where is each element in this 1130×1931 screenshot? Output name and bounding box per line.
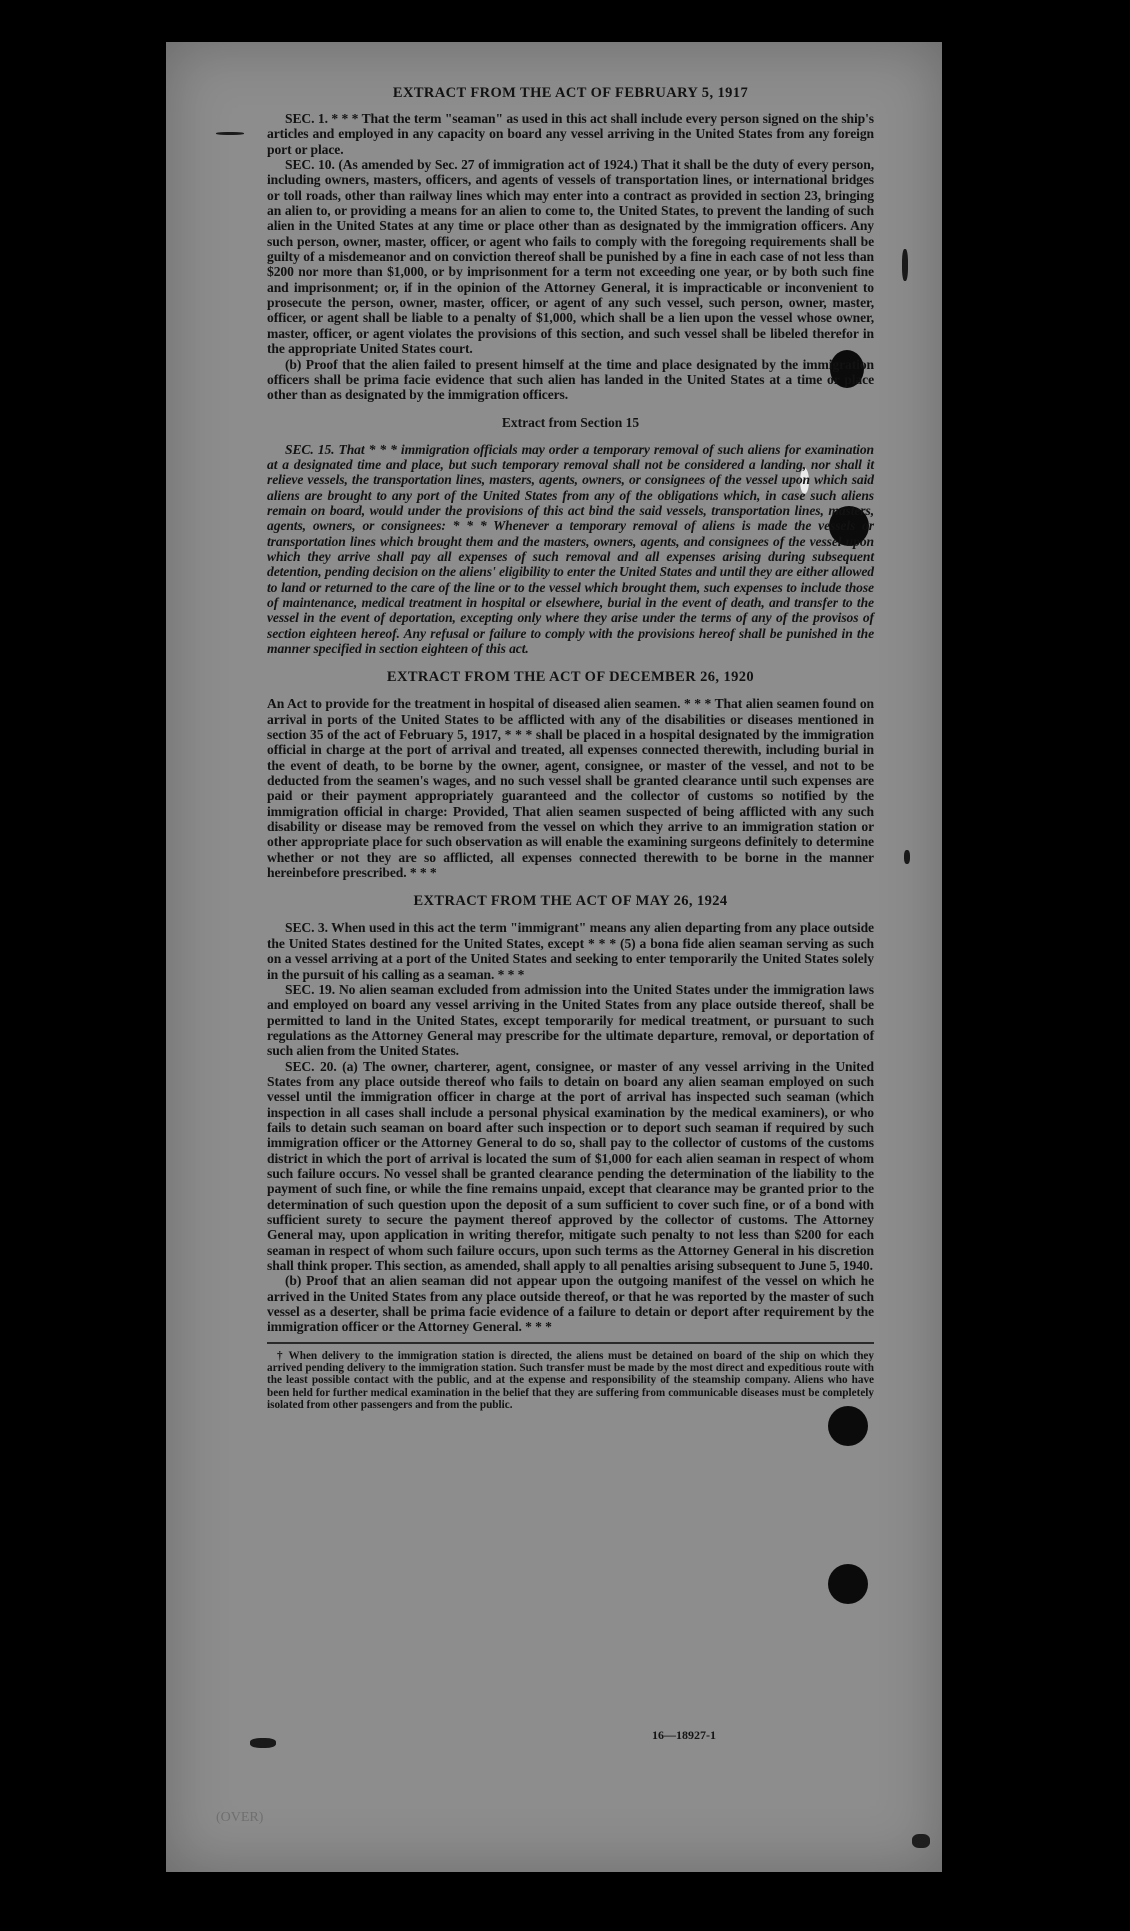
section-1-paragraph: SEC. 1. * * * That the term "seaman" as used in this act shall include every person signed on the ship's articles and employed in any capacity on board any vessel arriving in the United States from any foreign port or place. <box>267 111 874 157</box>
document-page <box>166 42 942 1872</box>
corner-fold-mark <box>912 1834 930 1848</box>
document-body <box>267 84 874 1411</box>
form-number: 16—18927-1 <box>652 1728 716 1742</box>
heading-act-1924: EXTRACT FROM THE ACT OF MAY 26, 1924 <box>413 893 728 910</box>
heading-act-1920: EXTRACT FROM THE ACT OF DECEMBER 26, 1920 <box>386 669 755 686</box>
bleed-through-text: (OVER) <box>216 1810 264 1825</box>
margin-mark-1 <box>902 249 908 281</box>
section-19-paragraph: SEC. 19. No alien seaman excluded from admission into the United States under the immigration laws and employed on board any vessel arriving in the United States from any place outside thereof, shall be permitted to land in the United States, except temporarily for medical treatment, or pursuant to such regulations as the Attorney General may prescribe for the ultimate departure, removal, or deportation of such alien from the United States. <box>267 981 874 1059</box>
margin-mark-2 <box>904 850 910 864</box>
section-20b-paragraph: (b) Proof that an alien seaman did not appear upon the outgoing manifest of the vessel on which he arrived in the United States from any place outside thereof, or that he was reported by the master of such vessel as a deserter, shall be prima facie evidence of a failure to detain or deport after requirement by the immigration officer or the Attorney General. * * * <box>267 1273 874 1335</box>
section-20-paragraph: SEC. 20. (a) The owner, charterer, agent, consignee, or master of any vessel arriving in the United States from any place outside thereof who fails to detain on board any alien seaman employed on such vessel until the immigration officer in charge at the port of arrival has inspected such seaman (which inspection in all cases shall include a personal physical examination by the medical examiners), or who fails to detain such seaman on board after such inspection or to deport such seaman if required by such immigration officer or the Attorney General to do so, shall pay to the collector of customs of the customs district in which the port of arrival is located the sum of $1,000 for each alien seaman in respect of whom such failure occurs. No vessel shall be granted clearance pending the determination of the liability to the payment of such fine, or while the fine remains unpaid, except that clearance may be granted prior to the determination of such question upon the deposit of a sum sufficient to cover such fine, or of a bond with sufficient surety to secure the payment thereof approved by the collector of customs. The Attorney General may, upon application in writing therefor, mitigate such penalty to not less than $200 for each seaman in respect of whom such failure occurs, upon such terms as the Attorney General in his discretion shall think proper. This section, as amended, shall apply to all penalties arising subsequent to June 5, 1940. <box>267 1058 874 1274</box>
footnote-paragraph: † When delivery to the immigration station is directed, the aliens must be detained on board of the ship on which they arrived pending delivery to the immigration station. Such transfer must be made by the most direct and expeditious route with the least possible contact with the public, and at the expense and responsibility of the steamship company. Aliens who have been held for further medical examination in the belief that they are suffering from communicable diseases must be completely isolated from other passengers and from the public. <box>267 1349 874 1411</box>
section-15-paragraph: SEC. 15. That * * * immigration officials may order a temporary removal of such aliens for examination at a designated time and place, but such temporary removal shall not be considered a landing, nor shall it relieve vessels, the transportation lines, masters, agents, owners, or consignees of the vessel upon which said aliens are brought to any port of the United States from any of the obligations which, in case such aliens remain on board, would under the provisions of this act bind the said vessels, transportation lines, masters, agents, owners, or consignees: * * * Whenever a temporary removal of aliens is made the vessels or transportation lines which brought them and the masters, owners, agents, and consignees of the vessel upon which they arrive shall pay all expenses of such removal and all expenses arising during subsequent detention, pending decision on the aliens' eligibility to enter the United States and until they are either allowed to land or returned to the care of the line or to the vessel which brought them, such expenses to include those of maintenance, medical treatment in hospital or elsewhere, burial in the event of death, and transfer to the vessel in the event of deportation, excepting only where they arise under the terms of any of the provisos of section eighteen hereof. Any refusal or failure to comply with the provisions hereof shall be punished in the manner specified in section eighteen of this act. <box>267 441 874 656</box>
section-10b-paragraph: (b) Proof that the alien failed to present himself at the time and place designated by the immigration officers shall be prima facie evidence that such alien has landed in the United States at a time or place other than as designated by the immigration officers. <box>267 356 874 403</box>
section-3-paragraph: SEC. 3. When used in this act the term "immigrant" means any alien departing from any place outside the United States destined for the United States, except * * * (5) a bona fide alien seaman serving as such on a vessel arriving at a port of the United States and seeking to enter temporarily the United States solely in the pursuit of his calling as a seaman. * * * <box>267 920 874 982</box>
section-10-paragraph: SEC. 10. (As amended by Sec. 27 of immigration act of 1924.) That it shall be the duty of every person, including owners, masters, officers, and agents of vessels of transportation lines, or international bridges or toll roads, other than railway lines which may enter into a contract as provided in section 23, bringing an alien to, or providing a means for an alien to come to, the United States, to prevent the landing of such alien in the United States at any time or place other than as designated by the immigration officers. Any such person, owner, master, officer, or agent who fails to comply with the foregoing requirements shall be guilty of a misdemeanor and on conviction thereof shall be punished by a fine in each case of not less than $200 nor more than $1,000, or by imprisonment for a term not exceeding one year, or by both such fine and imprisonment; or, if in the opinion of the Attorney General, it is impracticable or inconvenient to prosecute the person, owner, master, officer, or agent of any such vessel, such person, owner, master, officer, or agent shall be liable to a penalty of $1,000, which shall be a lien upon the vessel whose owner, master, officer, or agent violates the provisions of this section, and such vessel shall be libeled therefor in the appropriate United States court. <box>267 157 874 357</box>
subheading-section-15: Extract from Section 15 <box>501 414 640 430</box>
margin-mark-3 <box>216 132 244 135</box>
punch-hole-3 <box>828 1406 868 1446</box>
heading-act-1917: EXTRACT FROM THE ACT OF FEBRUARY 5, 1917 <box>392 85 749 101</box>
footnote-divider <box>267 1342 874 1344</box>
punch-hole-4 <box>828 1564 868 1604</box>
act-1920-paragraph: An Act to provide for the treatment in hospital of diseased alien seamen. * * * That alien seamen found on arrival in ports of the United States to be afflicted with any of the disabilities or diseases mentioned in section 35 of the act of February 5, 1917, * * * shall be placed in a hospital designated by the immigration official in charge at the port of arrival and treated, all expenses connected therewith, including burial in the event of death, to be borne by the owner, agent, consignee, or master of the vessel, and not to be deducted from the seamen's wages, and no such vessel shall be granted clearance until such expenses are paid or their payment appropriately guaranteed and the collector of customs so notified by the immigration official in charge: Provided, That alien seamen suspected of being afflicted with any such disability or disease may be removed from the vessel on which they arrive to an immigration station or other appropriate place for such observation as will enable the examining surgeons definitely to determine whether or not they are so afflicted, all expenses connected therewith to be borne in the manner hereinbefore prescribed. * * * <box>267 696 874 881</box>
margin-mark-4 <box>250 1738 276 1748</box>
